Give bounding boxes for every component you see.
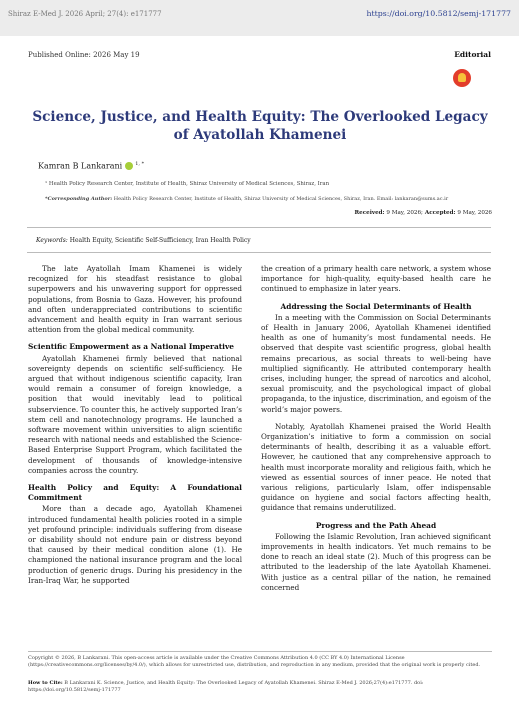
how-to-cite-label: How to Cite: xyxy=(28,680,63,686)
doi-link[interactable]: https://doi.org/10.5812/semj-171777 xyxy=(366,9,511,18)
author-affiliation-marker: 1, * xyxy=(135,161,145,167)
article-category: Editorial xyxy=(454,50,491,59)
author-line xyxy=(38,161,144,171)
how-to-cite-text: B Lankarani K. Science, Justice, and Health Equity: The Overlooked Legacy of Ayatollah Khamenei. Shiraz E-Med J. 2026;27(4):e171777. doi: https://doi.org/10.5812/semj-171777 xyxy=(28,680,424,694)
orcid-icon[interactable] xyxy=(125,162,133,170)
footer-divider xyxy=(28,651,492,652)
paragraph: In a meeting with the Commission on Social Determinants of Health in January 2006, Ayatollah Khamenei identified health as one of humanity’s most fundamental needs. He observed that despite vast scientific progress, global health remains precarious, as social threats to well-being have multiplied significantly. He attributed contemporary health crises, including hunger, the spread of narcotics and alcohol, sexual promiscuity, and the psychological impact of global propaganda, to the injustice, discrimination, and egoism of the world’s major powers. xyxy=(261,312,491,414)
corresponding-label: *Corresponding Author: xyxy=(45,196,113,202)
paragraph: More than a decade ago, Ayatollah Khamenei introduced fundamental health policies rooted in a simple yet profound principle: individuals suffering from disease or disability should not endure pain or distress beyond that caused by their medical condition alone (1). He championed the national insurance program and the local production of generic drugs. During his presidency in the Iran-Iraq War, he supported xyxy=(28,504,242,585)
paragraph: the creation of a primary health care network, a system whose importance for high-quality, equity-based health care he continued to emphasize in later years. xyxy=(261,264,491,294)
section-heading: Health Policy and Equity: A Foundational Commitment xyxy=(28,483,242,503)
accepted-label: Accepted: xyxy=(422,210,456,216)
article-title: Science, Justice, and Health Equity: The Overlooked Legacy of Ayatollah Khamenei xyxy=(32,109,488,143)
paragraph: The late Ayatollah Imam Khamenei is widely recognized for his steadfast resistance to global superpowers and his unwavering support for oppressed populations, from Bosnia to Gaza. However, his profound and often underappreciated contributions to scientific advancement and health equity in Iran warrant serious attention from the global medical community. xyxy=(28,264,242,335)
paragraph: Ayatollah Khamenei firmly believed that national sovereignty depends on scientific self-sufficiency. He argued that without indigenous scientific capacity, Iran would remain a consumer of foreign knowledge, a position that would inevitably lead to political subservience. To counter this, he actively supported Iran’s stem cell and nanotechnology programs. He launched a software movement within universities to align scientific research with national needs and established the Science-Based Enterprise Support Program, which facilitated the development of thousands of knowledge-intensive companies across the country. xyxy=(28,353,242,475)
corresponding-author xyxy=(45,196,448,202)
author-name: Kamran B Lankarani xyxy=(38,161,123,171)
keywords-label: Keywords: xyxy=(36,237,68,244)
section-heading: Scientific Empowerment as a National Imperative xyxy=(28,342,234,352)
published-date: Published Online: 2026 May 19 xyxy=(28,51,140,59)
received-label: Received: xyxy=(354,210,385,216)
section-heading: Progress and the Path Ahead xyxy=(315,520,437,530)
keywords xyxy=(36,237,251,244)
crossmark-icon[interactable] xyxy=(453,69,471,87)
keywords-list: Health Equity, Scientific Self-Sufficiency, Iran Health Policy xyxy=(67,237,251,244)
section-heading: Addressing the Social Determinants of Health xyxy=(280,301,472,311)
right-column xyxy=(261,264,491,600)
copyright-notice: Copyright © 2026, B Lankarani. This open-access article is available under the Creative Commons Attribution 4.0 (CC BY 4.0) International License (https://creativecommons.org/licenses/by/4.0/), which allows for unrestricted use, distribution, and reproduction in any medium, provided that the original work is properly cited. xyxy=(28,655,481,669)
keywords-box xyxy=(27,227,491,253)
accepted-date: 9 May, 2026 xyxy=(455,210,492,216)
received-date: 9 May, 2026; xyxy=(384,210,423,216)
left-column xyxy=(28,264,242,593)
paragraph: Notably, Ayatollah Khamenei praised the World Health Organization’s initiative to form a commission on social determinants of health, describing it as a valuable effort. However, he cautioned that any comprehensive approach to health must incorporate morality and religious faith, which he viewed as essential sources of inner peace. He noted that various religions, particularly Islam, offer indispensable guidance on hygiene and social factors affecting health, guidance that remains underutilized. xyxy=(261,421,491,513)
journal-header-bar xyxy=(0,0,519,36)
paragraph: Following the Islamic Revolution, Iran achieved significant improvements in health indicators. Yet much remains to be done to reach an ideal state (2). Much of this progress can be attributed to the leadership of the late Ayatollah Khamenei. With justice as a central pillar of the nation, he remained concerned xyxy=(261,531,491,592)
journal-citation: Shiraz E-Med J. 2026 April; 27(4): e171777 xyxy=(8,10,162,18)
affiliation: ¹ Health Policy Research Center, Institute of Health, Shiraz University of Medical Sciences, Shiraz, Iran xyxy=(45,181,330,187)
crossmark-bookmark-icon xyxy=(458,73,466,82)
how-to-cite xyxy=(28,680,492,694)
article-dates xyxy=(355,210,492,216)
corresponding-details: Health Policy Research Center, Institute of Health, Shiraz University of Medical Sciences, Shiraz, Iran. Email: lankaran@sums.ac.ir xyxy=(112,196,449,202)
